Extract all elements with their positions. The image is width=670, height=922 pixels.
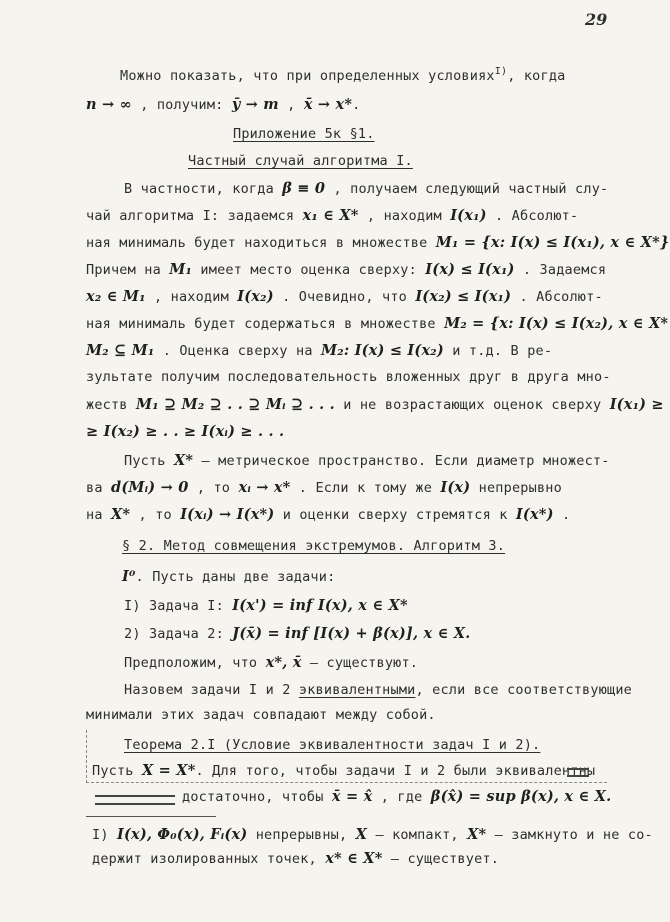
math: d(Mᵢ) → 0 [110,479,189,496]
line-p3b [124,597,408,614]
line-p1f [86,315,668,332]
math: X = X* [141,762,196,779]
math: X [355,826,368,843]
line-p2a [124,452,610,469]
line-p1c [86,234,669,251]
line-p4a [92,762,595,779]
text: Пусть [92,763,134,779]
text: на [86,507,103,523]
math: M₁ [169,261,193,278]
math: x* ∈ X* [325,850,383,867]
math: x₂ ∈ M₁ [86,288,146,305]
math: I(x₂) ≤ I(x₁) [415,288,512,305]
math: I(x) ≤ I(x₁) [425,261,515,278]
math: β ≡ 0 [282,180,326,197]
math: I(x') = inf I(x), x ∈ X* [232,597,408,614]
text: . Оценка сверху на [162,343,313,359]
line-p3d [124,654,418,671]
text: . Для того, чтобы задачи I и 2 были эквивалентны [195,763,596,779]
math: xᵢ → x* [238,479,291,496]
math: M₁ ⊇ M₂ ⊇ . . ⊇ Mᵢ ⊇ . . . [135,396,335,413]
section-heading: § 2. Метод совмещения экстремумов. Алгоритм 3. [122,538,506,554]
line-p1i [86,396,664,413]
math: I(x) [440,479,471,496]
text: . Абсолют- [519,289,603,305]
text: , если все соответствующие [415,682,633,698]
text: . Абсолют- [495,208,579,224]
crossed-out-text [95,795,175,805]
text: – компакт, [375,827,459,843]
text: . Задаемся [522,262,607,278]
text: , когда [507,68,566,84]
text: – существуют. [309,655,419,671]
math: ȳ → m [231,96,279,113]
text: Предположим, что [124,655,258,671]
math: I(x), Φ₀(x), Fᵢ(x) [116,826,248,843]
math: x₁ ∈ X* [302,207,359,224]
math: M₂ ⊆ M₁ [86,342,155,359]
line-p4b [182,788,611,805]
text: . [352,97,361,113]
text: I) Задача I: [124,598,224,614]
appendix-heading: Приложение 5к §1. [233,126,375,142]
line-p1g [86,342,552,359]
line-p3f [86,707,436,723]
line-p1j [86,423,284,440]
line-p2c [86,506,570,523]
text: и не возрастающих оценок сверху [343,397,602,413]
line-1 [120,66,566,84]
math: X* [467,826,487,843]
text: держит изолированных точек, [92,851,317,867]
math: x̄ = x̂ [331,788,373,805]
math: ≥ I(x₂) ≥ . . ≥ I(xᵢ) ≥ . . . [86,423,285,440]
math: I(x₁) [450,207,487,224]
text: . Пусть даны две задачи: [135,569,336,585]
page-number: 29 [585,10,608,29]
text: Пусть [124,453,166,469]
text: 2) Задача 2: [124,626,224,642]
footnote-line-1 [92,826,653,843]
line-p3e [124,682,632,698]
math: x̄ → x* [303,96,353,113]
text: и т.д. В ре- [452,343,553,359]
text: , находим [153,289,229,305]
text: ва [86,480,103,496]
text: жеств [86,397,128,413]
text: – замкнуто и не со- [494,827,653,843]
text: Причем на [86,262,161,278]
math: J(x̄) = inf [I(x) + β(x)], x ∈ X. [232,625,471,642]
math: M₁ = {x: I(x) ≤ I(x₁), x ∈ X*} [435,234,670,251]
footnote-line-2 [92,850,499,867]
text: . Если к тому же [298,480,433,496]
math: M₂: I(x) ≤ I(x₂) [321,342,444,359]
text: . Очевидно, что [282,289,407,305]
text: непрерывно [478,480,562,496]
math: M₂ = {x: I(x) ≤ I(x₂), x ∈ X* [444,315,669,332]
text: , получим: [140,97,224,113]
line-p1b [86,207,578,224]
text: ная минималь будет содержаться в множестве [86,316,436,332]
line-p2b [86,479,562,496]
text: Назовем задачи I и 2 [124,682,291,698]
line-p1h [86,369,611,385]
text: непрерывны, [255,827,348,843]
text: минимали этих задач совпадают между собой. [86,707,436,723]
text: . [561,507,571,523]
text: имеет место оценка сверху: [200,262,417,278]
math: I(x₁) ≥ [609,396,664,413]
text: зультате получим последовательность вложенных друг в друга мно- [86,369,611,385]
text: – существует. [390,851,500,867]
theorem-heading: Теорема 2.I (Условие эквивалентности задач I и 2). [124,737,541,753]
math: X* [173,452,194,469]
subtitle-heading: Частный случай алгоритма I. [188,153,413,169]
text: Можно показать, что при определенных условиях [120,68,495,84]
underlined-term: эквивалентными [298,682,416,698]
math: I(x*) [515,506,554,523]
math: I⁰ [122,568,136,585]
text: В частности, когда [124,181,274,197]
line-p1e [86,288,603,305]
text: чай алгоритма I: задаемся [86,208,295,224]
math: I(xᵢ) → I(x*) [180,506,275,523]
math: n → ∞ [86,96,132,113]
text: достаточно, чтобы [182,789,324,805]
math: β(x̂) = sup β(x), x ∈ X. [430,788,612,805]
line-p3c [124,625,470,642]
footnote-marker: I) [494,66,508,77]
line-p1a [124,180,608,197]
text: , находим [366,208,442,224]
math: I(x₂) [237,288,274,305]
line-p3a [122,568,335,585]
text: ная минималь будет находиться в множестве [86,235,428,251]
text: , то [138,507,172,523]
footnote-rule [86,816,216,817]
crossed-out-text [567,768,589,777]
line-p1d [86,261,606,278]
text: , [287,97,296,113]
text: и оценки сверху стремятся к [282,507,508,523]
math: x*, x̄ [265,654,302,671]
text: , получаем следующий частный слу- [333,181,609,197]
text: , где [380,789,423,805]
text: – метрическое пространство. Если диаметр множест- [201,453,610,469]
text: , то [196,480,231,496]
math: X* [110,506,131,523]
line-2 [86,96,360,113]
text: I) [92,827,109,843]
